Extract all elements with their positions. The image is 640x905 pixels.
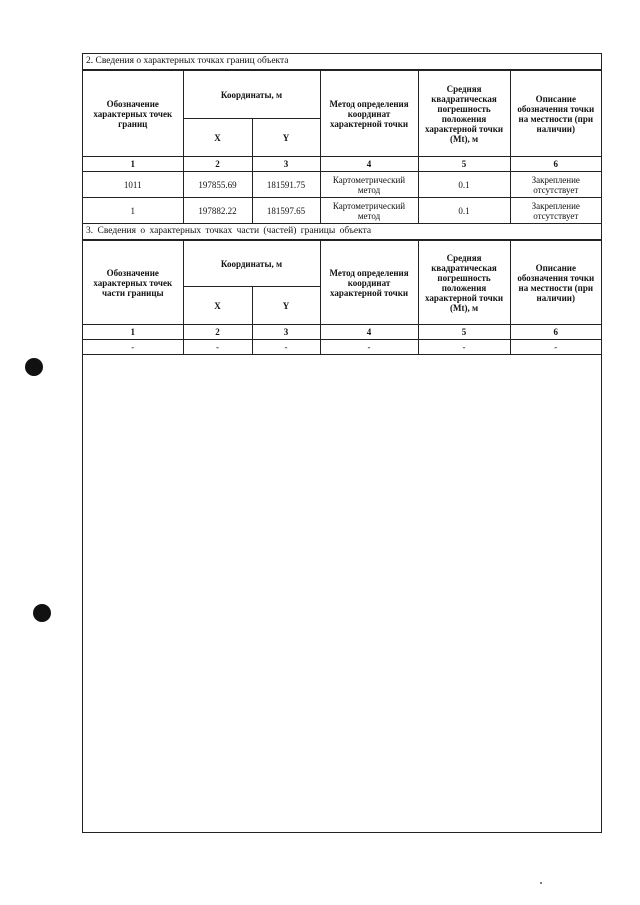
- description-cell: Закрепление отсутствует: [510, 198, 601, 224]
- header-description: Описание обозначения точки на местности (при наличии): [510, 241, 601, 325]
- column-number: 1: [83, 157, 183, 172]
- punch-hole-top: [25, 358, 43, 376]
- coord-x: 197882.22: [183, 198, 252, 224]
- header-coordinates: Координаты, м: [183, 241, 320, 287]
- header-error: Средняя квадратическая погрешность положения характерной точки (Mt), м: [418, 71, 510, 157]
- empty-cell: -: [510, 340, 601, 355]
- error-cell: 0.1: [418, 198, 510, 224]
- header-y: Y: [252, 119, 320, 157]
- description-cell: Закрепление отсутствует: [510, 172, 601, 198]
- scan-speck: [540, 882, 542, 884]
- empty-cell: -: [252, 340, 320, 355]
- coord-y: 181591.75: [252, 172, 320, 198]
- column-number: 6: [510, 325, 601, 340]
- section-2-table: [83, 70, 601, 224]
- header-coordinates: Координаты, м: [183, 71, 320, 119]
- column-number: 6: [510, 157, 601, 172]
- header-y: Y: [252, 287, 320, 325]
- column-number: 2: [183, 325, 252, 340]
- error-cell: 0.1: [418, 172, 510, 198]
- header-point-designation: Обозначение характерных точек части границы: [83, 241, 183, 325]
- column-numbers-row: [83, 157, 601, 172]
- column-number: 5: [418, 325, 510, 340]
- header-method: Метод определения координат характерной точки: [320, 71, 418, 157]
- column-number: 1: [83, 325, 183, 340]
- point-id: 1011: [83, 172, 183, 198]
- header-point-designation: Обозначение характерных точек границ: [83, 71, 183, 157]
- table-row: [83, 172, 601, 198]
- header-x: X: [183, 119, 252, 157]
- empty-cell: -: [183, 340, 252, 355]
- empty-cell: -: [418, 340, 510, 355]
- column-numbers-row: [83, 325, 601, 340]
- column-number: 5: [418, 157, 510, 172]
- header-description: Описание обозначения точки на местности (при наличии): [510, 71, 601, 157]
- section-3-table: [83, 240, 601, 355]
- column-number: 2: [183, 157, 252, 172]
- header-x: X: [183, 287, 252, 325]
- punch-hole-bottom: [33, 604, 51, 622]
- column-number: 3: [252, 157, 320, 172]
- column-number: 4: [320, 157, 418, 172]
- table-row: [83, 340, 601, 355]
- method-cell: Картометрический метод: [320, 198, 418, 224]
- coord-x: 197855.69: [183, 172, 252, 198]
- point-id: 1: [83, 198, 183, 224]
- section-2-title: 2. Сведения о характерных точках границ объекта: [83, 54, 601, 70]
- column-number: 3: [252, 325, 320, 340]
- header-method: Метод определения координат характерной точки: [320, 241, 418, 325]
- column-number: 4: [320, 325, 418, 340]
- document-frame: [82, 53, 602, 833]
- table-row: [83, 198, 601, 224]
- header-error: Средняя квадратическая погрешность положения характерной точки (Mt), м: [418, 241, 510, 325]
- empty-cell: -: [320, 340, 418, 355]
- coord-y: 181597.65: [252, 198, 320, 224]
- section-3-title: 3. Сведения о характерных точках части (частей) границы объекта: [83, 224, 601, 240]
- method-cell: Картометрический метод: [320, 172, 418, 198]
- empty-cell: -: [83, 340, 183, 355]
